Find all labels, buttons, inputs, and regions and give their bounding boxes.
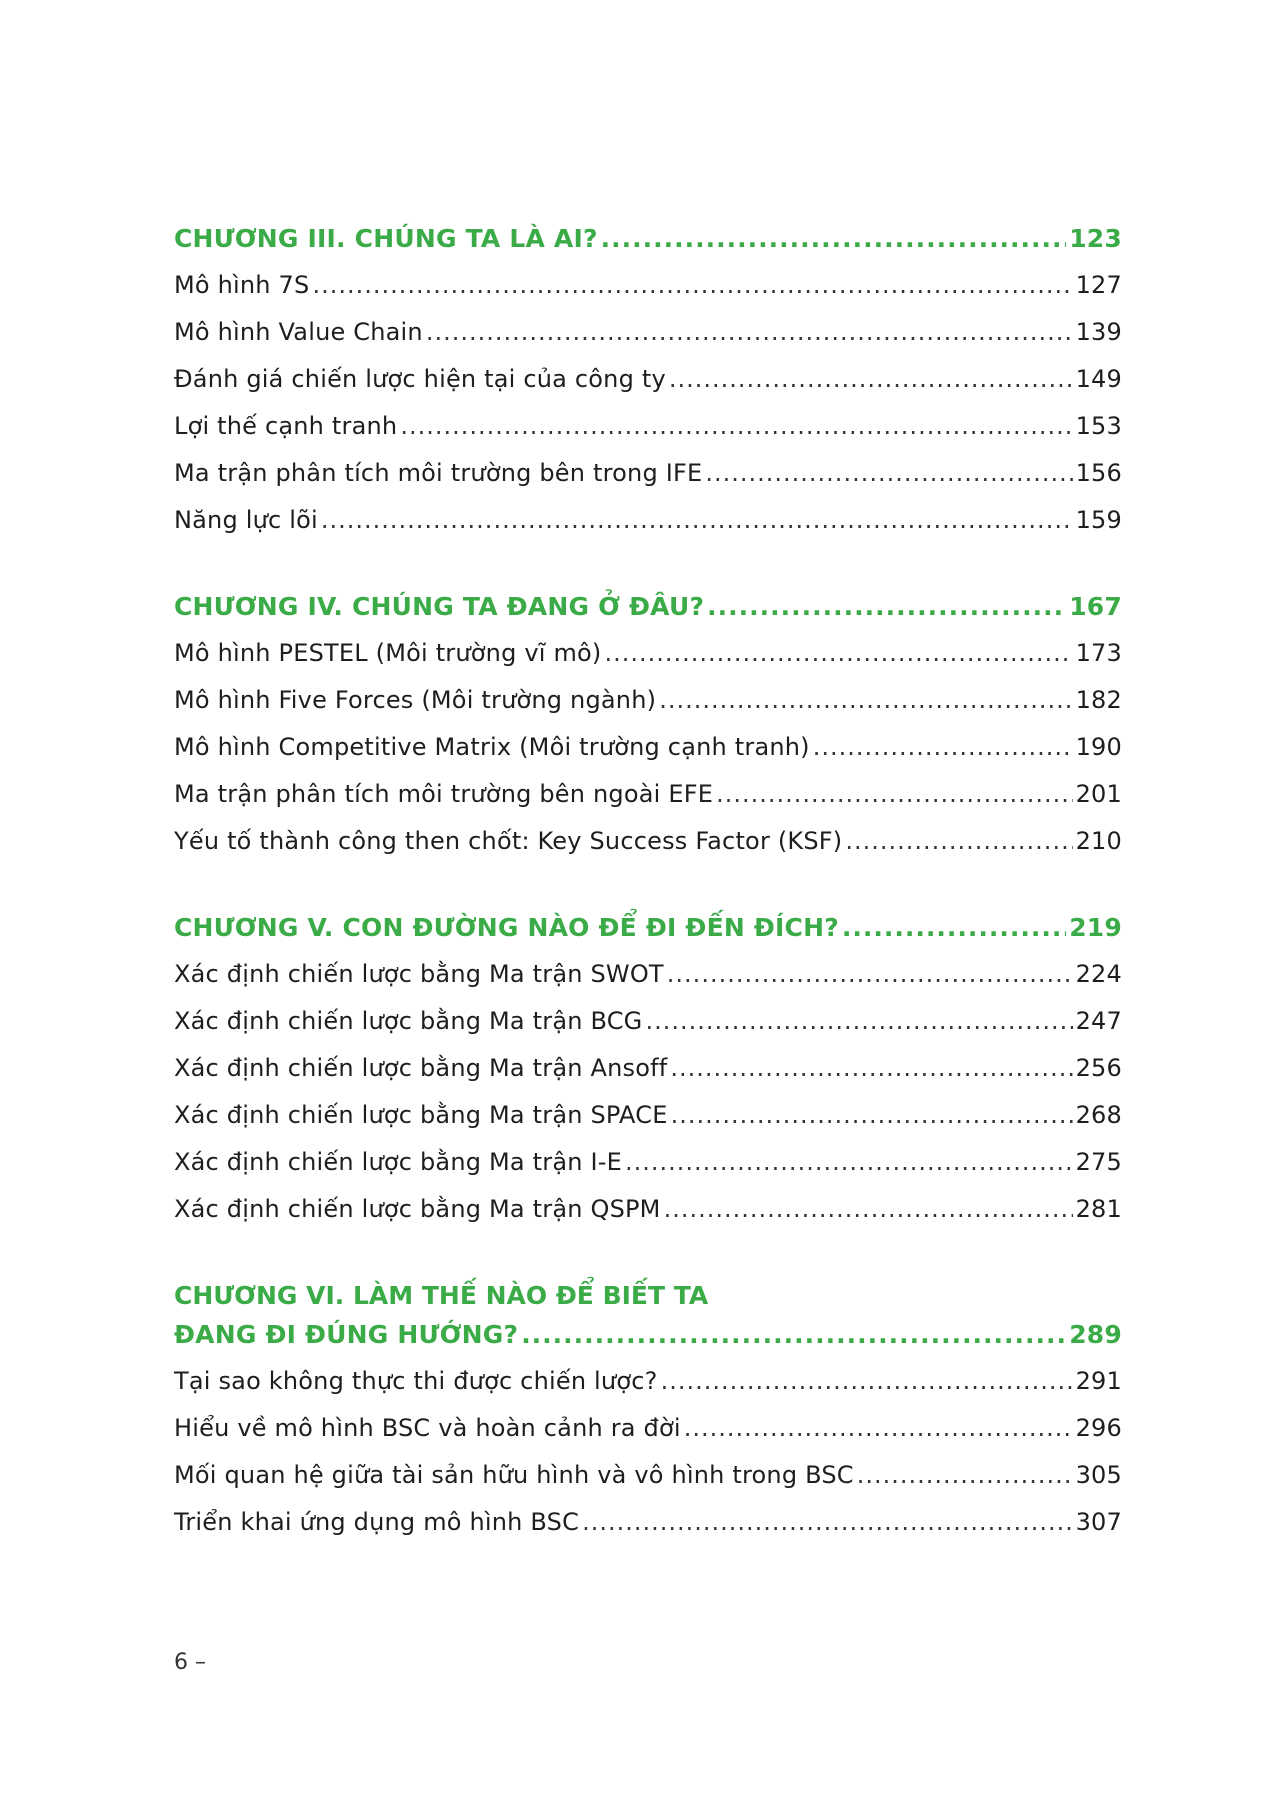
chapter-heading[interactable] [174, 224, 1122, 271]
dot-leader [521, 1320, 1066, 1349]
entry-page-number: 139 [1075, 318, 1122, 346]
toc-entry[interactable] [174, 1101, 1122, 1148]
entry-page-number: 305 [1075, 1461, 1122, 1489]
chapter-page-number: 123 [1069, 224, 1122, 253]
entry-page-number: 153 [1075, 412, 1122, 440]
chapter-title: CHƯƠNG V. CON ĐƯỜNG NÀO ĐỂ ĐI ĐẾN ĐÍCH? [174, 913, 839, 942]
toc-entry[interactable] [174, 733, 1122, 780]
toc-entry[interactable] [174, 827, 1122, 874]
entry-title: Đánh giá chiến lược hiện tại của công ty [174, 365, 666, 393]
page-number: 6 – [174, 1650, 206, 1675]
toc-entry[interactable] [174, 1054, 1122, 1101]
chapter-heading[interactable] [174, 1320, 1122, 1367]
dot-leader [667, 960, 1073, 988]
entry-title: Xác định chiến lược bằng Ma trận I-E [174, 1148, 622, 1176]
entry-title: Năng lực lõi [174, 506, 318, 534]
entry-page-number: 173 [1075, 639, 1122, 667]
toc-entry[interactable] [174, 1148, 1122, 1195]
dot-leader [716, 780, 1072, 808]
entry-page-number: 159 [1075, 506, 1122, 534]
dot-leader [857, 1461, 1073, 1489]
toc-entry[interactable] [174, 506, 1122, 553]
toc-entry[interactable] [174, 1007, 1122, 1054]
entry-title: Mô hình 7S [174, 271, 310, 299]
dot-leader [661, 1367, 1073, 1395]
chapter-title-line-2: ĐANG ĐI ĐÚNG HƯỚNG? [174, 1320, 519, 1349]
chapter-heading[interactable] [174, 592, 1122, 639]
dot-leader [845, 827, 1072, 855]
entry-title: Lợi thế cạnh tranh [174, 412, 398, 440]
entry-title: Hiểu về mô hình BSC và hoàn cảnh ra đời [174, 1414, 681, 1442]
chapter-title: CHƯƠNG III. CHÚNG TA LÀ AI? [174, 224, 598, 253]
dot-leader [664, 1195, 1073, 1223]
dot-leader [601, 224, 1067, 253]
entry-title: Mô hình Five Forces (Môi trường ngành) [174, 686, 657, 714]
entry-page-number: 256 [1075, 1054, 1122, 1082]
dot-leader [813, 733, 1073, 761]
dot-leader [645, 1007, 1072, 1035]
entry-page-number: 190 [1075, 733, 1122, 761]
dot-leader [684, 1414, 1073, 1442]
chapter-page-number: 167 [1069, 592, 1122, 621]
dot-leader [659, 686, 1072, 714]
dot-leader [669, 365, 1073, 393]
dot-leader [426, 318, 1073, 346]
dot-leader [707, 592, 1066, 621]
chapter-heading[interactable] [174, 913, 1122, 960]
entry-page-number: 201 [1075, 780, 1122, 808]
entry-title: Triển khai ứng dụng mô hình BSC [174, 1508, 580, 1536]
entry-page-number: 127 [1075, 271, 1122, 299]
entry-title: Mối quan hệ giữa tài sản hữu hình và vô hình trong BSC [174, 1461, 854, 1489]
dot-leader [625, 1148, 1073, 1176]
entry-title: Xác định chiến lược bằng Ma trận BCG [174, 1007, 643, 1035]
chapter-4 [174, 592, 1122, 874]
entry-page-number: 291 [1075, 1367, 1122, 1395]
entry-title: Xác định chiến lược bằng Ma trận SPACE [174, 1101, 668, 1129]
entry-title: Xác định chiến lược bằng Ma trận Ansoff [174, 1054, 668, 1082]
entry-title: Mô hình PESTEL (Môi trường vĩ mô) [174, 639, 602, 667]
table-of-contents [174, 224, 1122, 1594]
dot-leader [842, 913, 1066, 942]
toc-entry[interactable] [174, 271, 1122, 318]
chapter-title-line-1[interactable]: CHƯƠNG VI. LÀM THẾ NÀO ĐỂ BIẾT TA [174, 1281, 709, 1310]
toc-entry[interactable] [174, 459, 1122, 506]
toc-entry[interactable] [174, 1195, 1122, 1242]
chapter-3 [174, 224, 1122, 553]
dot-leader [312, 271, 1072, 299]
entry-title: Yếu tố thành công then chốt: Key Success Factor (KSF) [174, 827, 843, 855]
entry-title: Tại sao không thực thi được chiến lược? [174, 1367, 658, 1395]
dot-leader [705, 459, 1072, 487]
dot-leader [321, 506, 1073, 534]
toc-entry[interactable] [174, 1367, 1122, 1414]
chapter-page-number: 289 [1069, 1320, 1122, 1349]
entry-page-number: 210 [1075, 827, 1122, 855]
toc-entry[interactable] [174, 1508, 1122, 1555]
toc-entry[interactable] [174, 960, 1122, 1007]
dot-leader [582, 1508, 1073, 1536]
entry-title: Xác định chiến lược bằng Ma trận QSPM [174, 1195, 661, 1223]
entry-page-number: 156 [1075, 459, 1122, 487]
entry-page-number: 149 [1075, 365, 1122, 393]
dot-leader [400, 412, 1072, 440]
toc-entry[interactable] [174, 1414, 1122, 1461]
entry-page-number: 275 [1075, 1148, 1122, 1176]
chapter-5 [174, 913, 1122, 1242]
toc-entry[interactable] [174, 412, 1122, 459]
entry-page-number: 224 [1075, 960, 1122, 988]
entry-title: Mô hình Value Chain [174, 318, 423, 346]
entry-page-number: 296 [1075, 1414, 1122, 1442]
toc-entry[interactable] [174, 1461, 1122, 1508]
toc-entry[interactable] [174, 780, 1122, 827]
dot-leader [604, 639, 1072, 667]
entry-title: Ma trận phân tích môi trường bên trong IFE [174, 459, 703, 487]
entry-title: Ma trận phân tích môi trường bên ngoài EFE [174, 780, 714, 808]
toc-entry[interactable] [174, 365, 1122, 412]
entry-page-number: 281 [1075, 1195, 1122, 1223]
toc-entry[interactable] [174, 639, 1122, 686]
dot-leader [670, 1054, 1072, 1082]
dot-leader [671, 1101, 1073, 1129]
toc-entry[interactable] [174, 686, 1122, 733]
entry-page-number: 182 [1075, 686, 1122, 714]
chapter-6 [174, 1281, 1122, 1555]
toc-entry[interactable] [174, 318, 1122, 365]
entry-title: Mô hình Competitive Matrix (Môi trường cạnh tranh) [174, 733, 810, 761]
chapter-title: CHƯƠNG IV. CHÚNG TA ĐANG Ở ĐÂU? [174, 592, 705, 621]
entry-page-number: 307 [1075, 1508, 1122, 1536]
entry-page-number: 247 [1075, 1007, 1122, 1035]
chapter-page-number: 219 [1069, 913, 1122, 942]
entry-page-number: 268 [1075, 1101, 1122, 1129]
entry-title: Xác định chiến lược bằng Ma trận SWOT [174, 960, 664, 988]
